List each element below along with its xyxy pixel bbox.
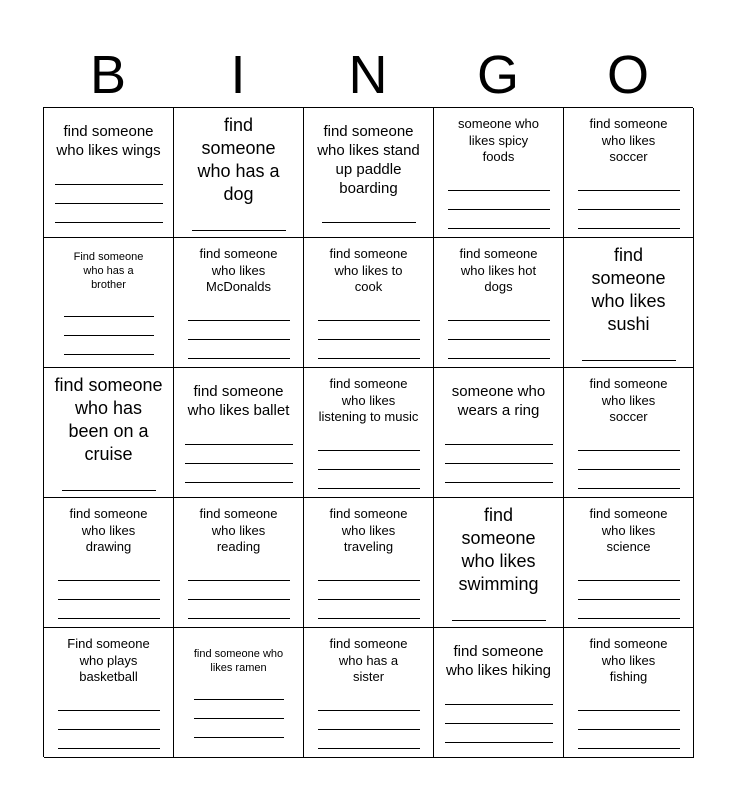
answer-line[interactable] — [194, 700, 284, 719]
answer-line[interactable] — [64, 298, 154, 317]
bingo-cell-r1-c2[interactable] — [174, 108, 304, 238]
answer-line[interactable] — [318, 451, 420, 470]
bingo-header — [43, 42, 693, 108]
cell-prompt: find someone who likes hot dogs — [459, 246, 538, 295]
answer-line[interactable] — [58, 581, 160, 600]
answer-line[interactable] — [445, 686, 553, 705]
answer-line[interactable] — [445, 724, 553, 743]
answer-line[interactable] — [445, 705, 553, 724]
answer-line[interactable] — [318, 321, 420, 340]
answer-line[interactable] — [58, 711, 160, 730]
header-letter-b: B — [89, 45, 127, 105]
answer-line[interactable] — [62, 472, 156, 491]
bingo-cell-r2-c3[interactable] — [304, 238, 434, 368]
answer-line[interactable] — [318, 302, 420, 321]
cell-prompt: find someone who likes sushi — [591, 244, 666, 335]
answer-line[interactable] — [318, 562, 420, 581]
answer-lines — [192, 212, 286, 231]
answer-lines — [322, 204, 416, 223]
bingo-cell-r3-c2[interactable] — [174, 368, 304, 498]
bingo-cell-r4-c4[interactable] — [434, 498, 564, 628]
cell-prompt: find someone who likes ballet — [187, 382, 290, 419]
cell-prompt: find someone who likes ramen — [193, 647, 284, 674]
bingo-cell-r5-c4[interactable] — [434, 628, 564, 758]
bingo-cell-r5-c5[interactable] — [564, 628, 694, 758]
bingo-cell-r5-c1[interactable] — [44, 628, 174, 758]
answer-line[interactable] — [318, 432, 420, 451]
cell-prompt: find someone who likes hiking — [445, 642, 552, 679]
bingo-cell-r5-c3[interactable] — [304, 628, 434, 758]
bingo-grid — [43, 107, 693, 757]
answer-lines — [582, 342, 676, 361]
cell-prompt: find someone who likes stand up paddle boarding — [317, 122, 420, 198]
header-letter-g: G — [476, 45, 519, 105]
answer-line[interactable] — [188, 302, 290, 321]
answer-line[interactable] — [64, 336, 154, 355]
answer-line[interactable] — [188, 562, 290, 581]
bingo-cell-r4-c3[interactable] — [304, 498, 434, 628]
answer-line[interactable] — [192, 212, 286, 231]
answer-line[interactable] — [318, 470, 420, 489]
answer-line[interactable] — [448, 340, 550, 359]
answer-lines — [62, 472, 156, 491]
answer-lines — [318, 432, 420, 489]
cell-prompt: find someone who likes soccer — [589, 376, 668, 425]
answer-line[interactable] — [448, 302, 550, 321]
cell-prompt: Find someone who has a brother — [73, 250, 144, 292]
answer-line[interactable] — [318, 600, 420, 619]
answer-line[interactable] — [185, 445, 293, 464]
answer-line[interactable] — [188, 321, 290, 340]
bingo-cell-r2-c5[interactable] — [564, 238, 694, 368]
answer-lines — [578, 562, 680, 619]
answer-line[interactable] — [318, 581, 420, 600]
answer-line[interactable] — [58, 692, 160, 711]
answer-lines — [64, 298, 154, 355]
answer-line[interactable] — [58, 730, 160, 749]
answer-lines — [318, 302, 420, 359]
answer-lines — [452, 602, 546, 621]
answer-line[interactable] — [448, 210, 550, 229]
answer-lines — [58, 562, 160, 619]
answer-lines — [318, 562, 420, 619]
bingo-cell-r5-c2[interactable] — [174, 628, 304, 758]
cell-prompt: someone who wears a ring — [451, 382, 546, 419]
answer-line[interactable] — [322, 204, 416, 223]
answer-line[interactable] — [582, 342, 676, 361]
answer-line[interactable] — [445, 445, 553, 464]
answer-line[interactable] — [452, 602, 546, 621]
answer-line[interactable] — [58, 600, 160, 619]
answer-lines — [578, 692, 680, 749]
answer-line[interactable] — [188, 600, 290, 619]
cell-prompt: find someone who likes McDonalds — [199, 246, 278, 295]
answer-line[interactable] — [578, 581, 680, 600]
answer-lines — [448, 172, 550, 229]
answer-line[interactable] — [578, 432, 680, 451]
answer-line[interactable] — [445, 464, 553, 483]
answer-line[interactable] — [55, 204, 163, 223]
answer-line[interactable] — [318, 711, 420, 730]
answer-line[interactable] — [578, 600, 680, 619]
answer-lines — [318, 692, 420, 749]
bingo-cell-r2-c2[interactable] — [174, 238, 304, 368]
answer-line[interactable] — [448, 191, 550, 210]
answer-line[interactable] — [185, 464, 293, 483]
answer-line[interactable] — [188, 581, 290, 600]
header-letter-n: N — [348, 45, 388, 105]
bingo-cell-r3-c1[interactable] — [44, 368, 174, 498]
answer-line[interactable] — [64, 317, 154, 336]
answer-line[interactable] — [55, 185, 163, 204]
bingo-cell-r3-c4[interactable] — [434, 368, 564, 498]
cell-prompt: Find someone who plays basketball — [67, 636, 150, 685]
bingo-cell-r3-c3[interactable] — [304, 368, 434, 498]
answer-line[interactable] — [318, 730, 420, 749]
cell-prompt: find someone who likes traveling — [329, 506, 408, 555]
header-letter-o: O — [606, 45, 649, 105]
answer-lines — [445, 686, 553, 743]
bingo-cell-r4-c2[interactable] — [174, 498, 304, 628]
answer-line[interactable] — [578, 451, 680, 470]
answer-lines — [445, 426, 553, 483]
answer-line[interactable] — [578, 470, 680, 489]
cell-prompt: someone who likes spicy foods — [458, 116, 539, 165]
answer-lines — [185, 426, 293, 483]
bingo-cell-r2-c1[interactable] — [44, 238, 174, 368]
answer-line[interactable] — [318, 692, 420, 711]
cell-prompt: find someone who has been on a cruise — [54, 374, 163, 465]
answer-lines — [58, 692, 160, 749]
bingo-cell-r3-c5[interactable] — [564, 368, 694, 498]
answer-line[interactable] — [578, 562, 680, 581]
answer-line[interactable] — [578, 730, 680, 749]
answer-lines — [55, 166, 163, 223]
cell-prompt: find someone who likes wings — [56, 122, 161, 159]
answer-line[interactable] — [188, 340, 290, 359]
answer-line[interactable] — [194, 681, 284, 700]
bingo-cell-r2-c4[interactable] — [434, 238, 564, 368]
answer-lines — [578, 172, 680, 229]
answer-lines — [188, 302, 290, 359]
answer-line[interactable] — [578, 210, 680, 229]
bingo-cell-r1-c5[interactable] — [564, 108, 694, 238]
bingo-cell-r1-c1[interactable] — [44, 108, 174, 238]
answer-lines — [188, 562, 290, 619]
answer-line[interactable] — [58, 562, 160, 581]
answer-lines — [194, 681, 284, 738]
cell-prompt: find someone who likes listening to music — [318, 376, 419, 425]
bingo-cell-r1-c4[interactable] — [434, 108, 564, 238]
cell-prompt: find someone who likes to cook — [329, 246, 408, 295]
bingo-cell-r4-c1[interactable] — [44, 498, 174, 628]
cell-prompt: find someone who likes fishing — [589, 636, 668, 685]
bingo-cell-r1-c3[interactable] — [304, 108, 434, 238]
cell-prompt: find someone who likes reading — [199, 506, 278, 555]
answer-line[interactable] — [448, 172, 550, 191]
answer-line[interactable] — [448, 321, 550, 340]
cell-prompt: find someone who likes drawing — [69, 506, 148, 555]
answer-line[interactable] — [445, 426, 553, 445]
answer-line[interactable] — [318, 340, 420, 359]
answer-lines — [578, 432, 680, 489]
answer-lines — [448, 302, 550, 359]
answer-line[interactable] — [55, 166, 163, 185]
cell-prompt: find someone who has a sister — [329, 636, 408, 685]
bingo-cell-r4-c5[interactable] — [564, 498, 694, 628]
answer-line[interactable] — [185, 426, 293, 445]
cell-prompt: find someone who likes swimming — [458, 504, 539, 595]
cell-prompt: find someone who likes soccer — [589, 116, 668, 165]
cell-prompt: find someone who has a dog — [197, 114, 280, 205]
header-letter-i: I — [230, 45, 246, 105]
cell-prompt: find someone who likes science — [589, 506, 668, 555]
answer-line[interactable] — [578, 191, 680, 210]
answer-line[interactable] — [578, 711, 680, 730]
answer-line[interactable] — [194, 719, 284, 738]
answer-line[interactable] — [578, 692, 680, 711]
answer-line[interactable] — [578, 172, 680, 191]
